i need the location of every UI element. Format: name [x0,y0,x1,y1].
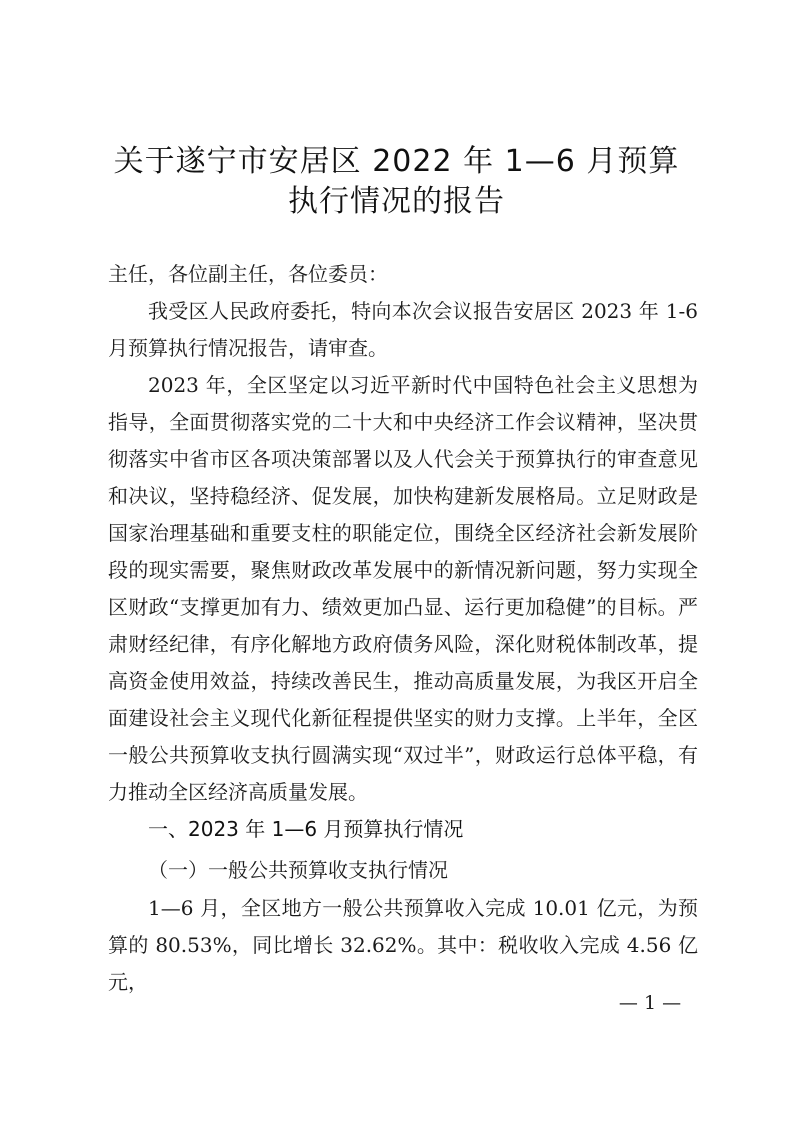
salutation: 主任，各位副主任，各位委员： [108,262,388,286]
document-title-line-2: 执行情况的报告 [288,184,505,219]
paragraph-revenue: 1—6 月，全区地方一般公共预算收入完成 10.01 亿元，为预算的 80.53%，同比增长 32.62%。其中：税收收入完成 4.56 亿元， [108,896,698,994]
paragraph-overview: 2023 年，全区坚定以习近平新时代中国特色社会主义思想为指导，全面贯彻落实党的二十大和中央经济工作会议精神，坚决贯彻落实中省市区各项决策部署以及人代会关于预算执行的审查意见和决议，坚持稳经济、促发展，加快构建新发展格局。立足财政是国家治理基础和重要支柱的职能定位，围绕全区经济社会新发展阶段的现实需要，聚焦财政改革发展中的新情况新问题，努力实现全区财政“支撑更加有力、绩效更加凸显、运行更加稳健”的目标。严肃财经纪律，有序化解地方政府债务风险，深化财税体制改革，提高资金使用效益，持续改善民生，推动高质量发展，为我区开启全面建设社会主义现代化新征程提供坚实的财力支撑。上半年，全区一般公共预算收支执行圆满实现“双过半”，财政运行总体平稳，有力推动全区经济高质量发展。 [108,373,698,804]
page-number: — 1 — [618,992,682,1014]
paragraph-intro: 我受区人民政府委托，特向本次会议报告安居区 2023 年 1-6 月预算执行情况报告，请审查。 [108,299,698,360]
subsection-heading-1: （一）一般公共预算收支执行情况 [148,858,448,882]
document-title-line-1: 关于遂宁市安居区 2022 年 1—6 月预算 [113,144,680,179]
section-heading-1: 一、2023 年 1—6 月预算执行情况 [148,817,464,841]
